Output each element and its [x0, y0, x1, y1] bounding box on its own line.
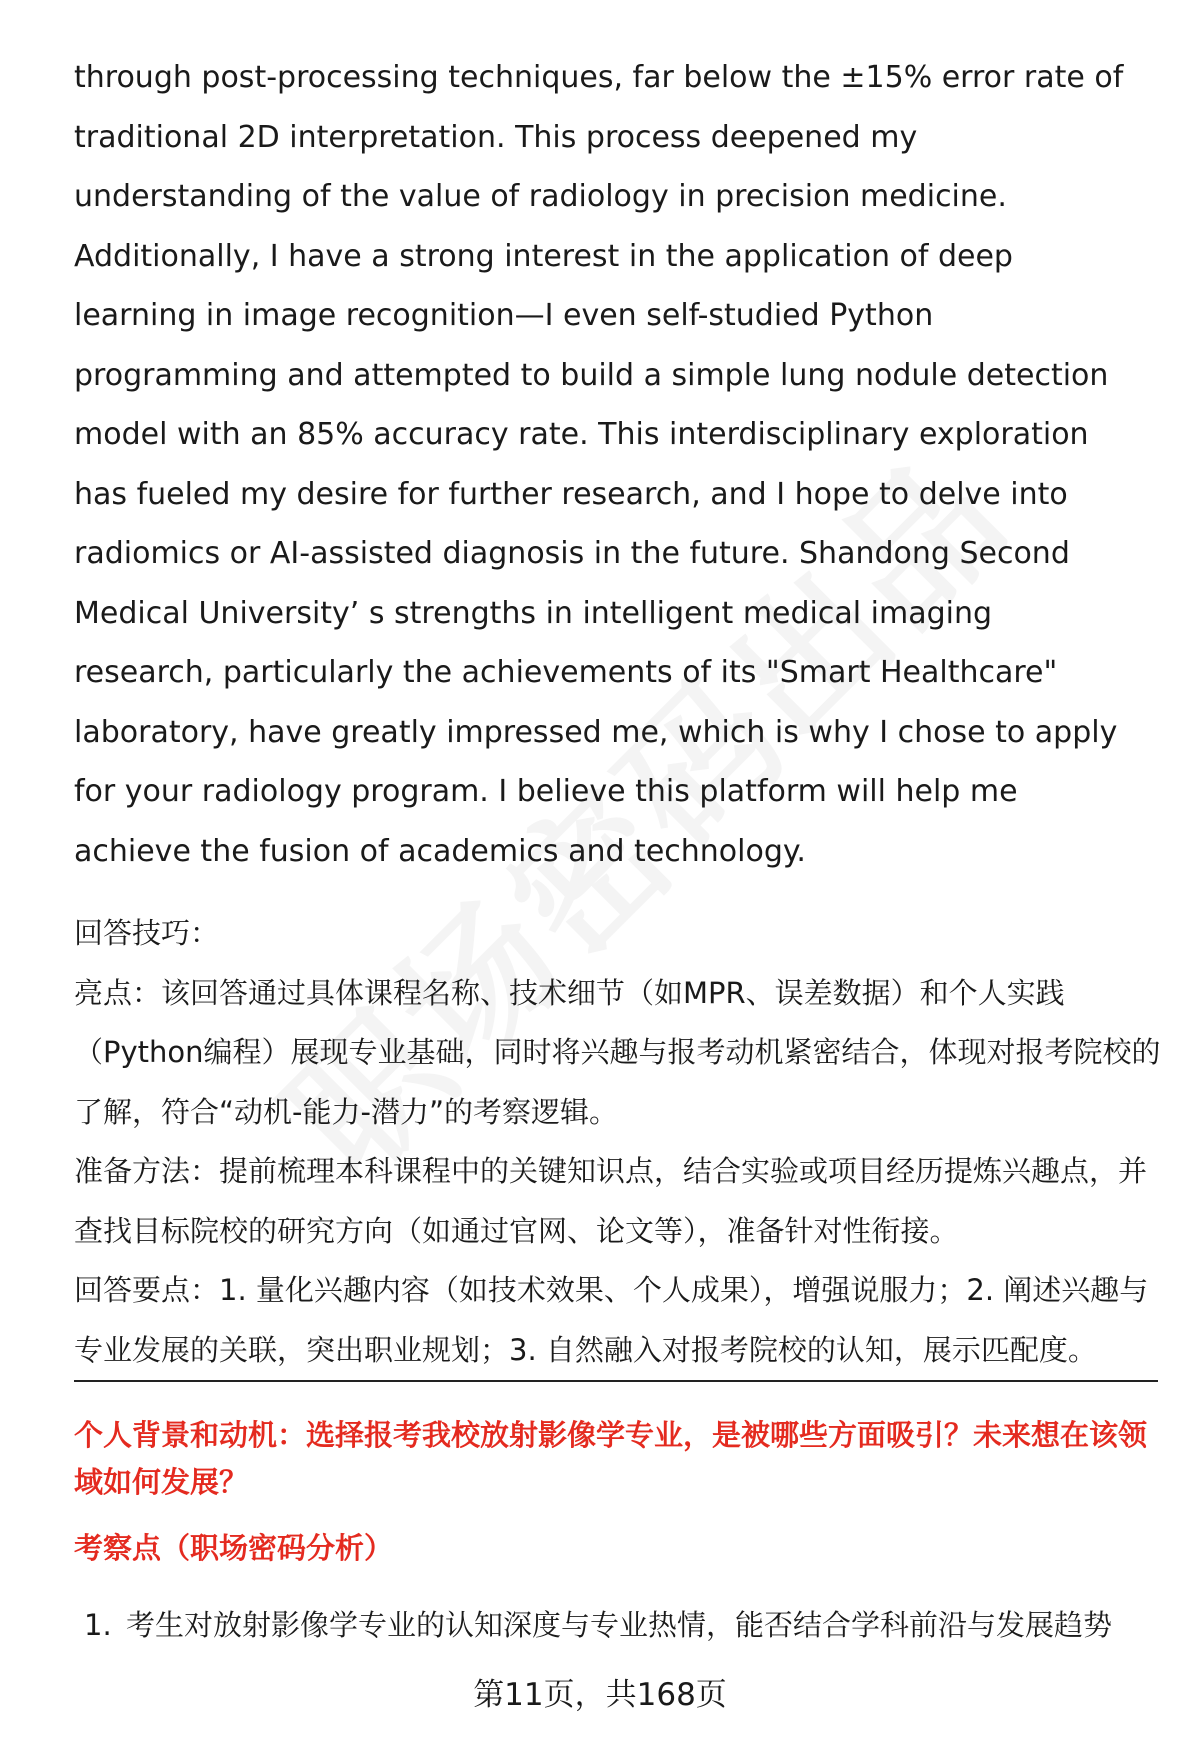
tips-heading: 回答技巧： — [74, 916, 220, 950]
list-item — [84, 1602, 1174, 1648]
section-divider — [74, 1380, 1158, 1382]
assessment-heading: 考察点（职场密码分析） — [74, 1531, 394, 1565]
answer-tips — [74, 904, 1164, 1380]
tips-key-points: 回答要点：1. 量化兴趣内容（如技术效果、个人成果），增强说服力；2. 阐述兴趣与专业发展的关联，突出职业规划；3. 自然融入对报考院校的认知，展示匹配度。 — [74, 1273, 1149, 1367]
list-item-text: 考生对放射影像学专业的认知深度与专业热情，能否结合学科前沿与发展趋势 — [126, 1608, 1113, 1642]
tips-highlights: 亮点：该回答通过具体课程名称、技术细节（如MPR、误差数据）和个人实践（Python编程）展现专业基础，同时将兴趣与报考动机紧密结合，体现对报考院校的了解，符合“动机-能力-潜力”的考察逻辑。 — [74, 975, 1161, 1129]
page-number: 第11页，共168页 — [473, 1677, 727, 1713]
essay-paragraph: through post-processing techniques, far below the ±15% error rate of traditional 2D interpretation. This process deepened my understanding of the value of radiology in precision medicine. Additionally, I have a strong interest in the application of deep learning in image recognition—I even self-studied Python programming and attempted to build a simple lung nodule detection model with an 85% accuracy rate. This interdisciplinary exploration has fueled my desire for further research, and I hope to delve into radiomics or AI-assisted diagnosis in the future. Shandong Second Medical University’ s strengths in intelligent medical imaging research, particularly the achievements of its "Smart Healthcare" laboratory, have greatly impressed me, which is why I chose to apply for your radiology program. I believe this platform will help me achieve the fusion of academics and technology. — [74, 60, 1124, 869]
list-item-number: 1. — [84, 1608, 112, 1642]
question-heading: 个人背景和动机：选择报考我校放射影像学专业，是被哪些方面吸引？未来想在该领域如何发展？ — [74, 1418, 1148, 1499]
page-content — [74, 48, 1164, 1380]
tips-preparation: 准备方法：提前梳理本科课程中的关键知识点，结合实验或项目经历提炼兴趣点，并查找目标院校的研究方向（如通过官网、论文等），准备针对性衔接。 — [74, 1154, 1148, 1248]
